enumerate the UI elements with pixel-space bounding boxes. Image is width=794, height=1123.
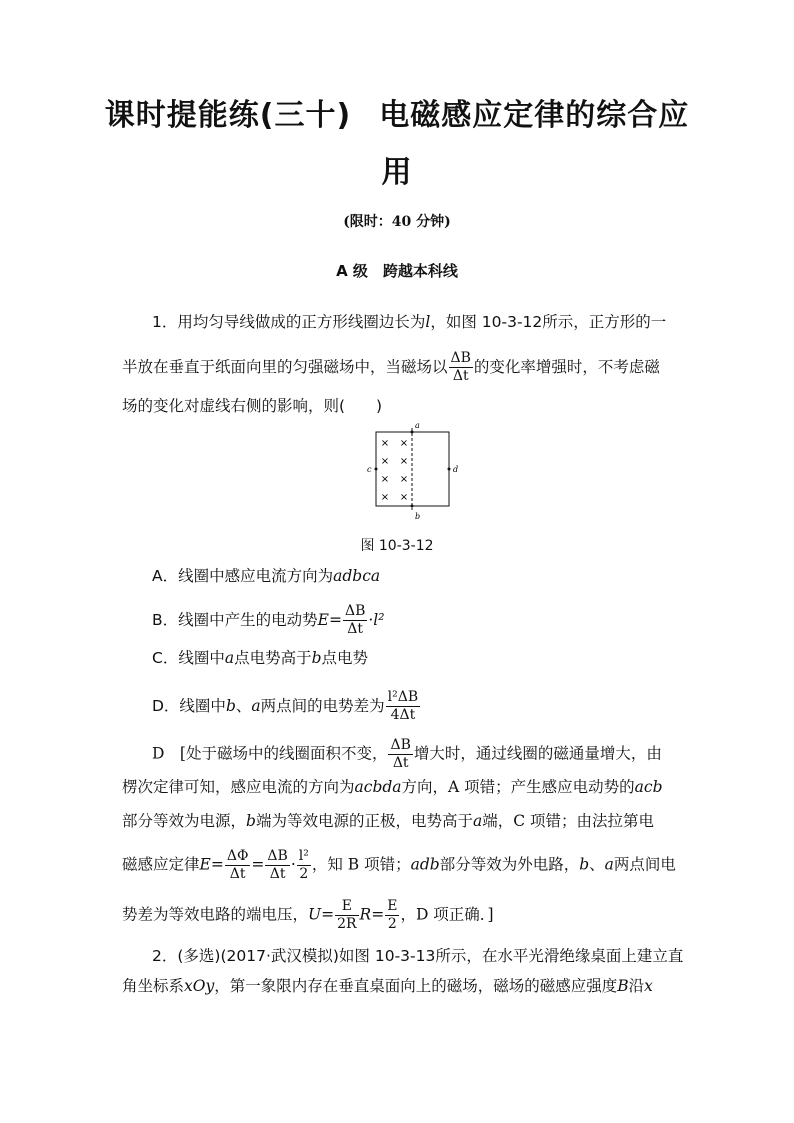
label-b: b: [415, 512, 421, 521]
answer-line3: 部分等效为电源，b端为等效电源的正极，电势高于a端，C 项错；由法拉第电: [122, 812, 655, 830]
title-sub-part1: 电磁感应定律的综合应: [379, 98, 690, 133]
answer-line5: 势差为等效电路的端电压，U= $\frac{E}{2R}$ R= $\frac{E}{2}$ ，D 项正确．]: [122, 898, 494, 932]
q1-line1: 1．用均匀导线做成的正方形线圈边长为l，如图 10-3-12所示，正方形的一: [152, 313, 667, 331]
q2-line1: 2．(多选)(2017·武汉模拟)如图 10-3-13所示，在水平光滑绝缘桌面上建立直: [152, 947, 684, 965]
coil-figure: [364, 420, 464, 525]
option-c: C．线圈中a点电势高于b点电势: [152, 649, 369, 667]
level-heading: A 级 跨越本科线: [336, 262, 458, 280]
cross-mark: ×: [380, 456, 390, 467]
point-c: [375, 468, 378, 471]
answer-line4: 磁感应定律E= $\frac{\Delta\Phi}{\Delta t}$ = $\frac{\Delta B}{\Delta t}$ · $\frac{\text{l²}}{2}$ ，知 B 项错；adb部分等效为外电路，b、a两点间电: [122, 848, 676, 882]
q1-rate-fraction: $\frac{\Delta B}{\Delta t}$: [450, 350, 471, 384]
label-d: d: [453, 465, 459, 474]
q1-line3: 场的变化对虚线右侧的影响，则( ): [122, 397, 383, 415]
answer-line1: D [处于磁场中的线圈面积不变， $\frac{\Delta B}{\Delta t}$ 增大时，通过线圈的磁通量增大，由: [152, 737, 662, 771]
time-limit: (限时：40 分钟): [343, 214, 451, 230]
magnetic-field-crosses: [381, 438, 408, 503]
cross-mark: ×: [380, 492, 390, 503]
option-b: B．线圈中产生的电动势E= $\frac{\Delta B}{\Delta t}$ ·l²: [152, 603, 385, 637]
cross-mark: ×: [380, 474, 390, 485]
option-d: D．线圈中b、a两点间的电势差为 $\frac{\text{l²ΔB}}{4\Delta t}$: [152, 689, 419, 723]
cross-mark: ×: [399, 438, 409, 449]
page-title: [90, 96, 704, 136]
label-a: a: [415, 421, 420, 430]
cross-mark: ×: [399, 492, 409, 503]
point-a: [411, 431, 414, 434]
figure-caption: 图 10-3-12: [360, 538, 434, 554]
point-d: [448, 468, 451, 471]
option-a: A．线圈中感应电流方向为adbca: [152, 567, 381, 585]
page-title-continued: [90, 153, 704, 193]
cross-mark: ×: [380, 438, 390, 449]
cross-mark: ×: [399, 456, 409, 467]
point-b: [411, 505, 414, 508]
title-sub-part2: 用: [381, 155, 413, 190]
label-c: c: [367, 465, 372, 474]
q1-line2: 半放在垂直于纸面向里的匀强磁场中，当磁场以 $\frac{\Delta B}{\Delta t}$ 的变化率增强时，不考虑磁: [122, 350, 660, 384]
cross-mark: ×: [399, 474, 409, 485]
answer-line2: 楞次定律可知，感应电流的方向为acbda方向，A 项错；产生感应电动势的acb: [122, 778, 663, 796]
q2-line2: 角坐标系xOy，第一象限内存在垂直桌面向上的磁场，磁场的磁感应强度B沿x: [122, 977, 653, 995]
title-main: 课时提能练(三十): [104, 98, 352, 133]
